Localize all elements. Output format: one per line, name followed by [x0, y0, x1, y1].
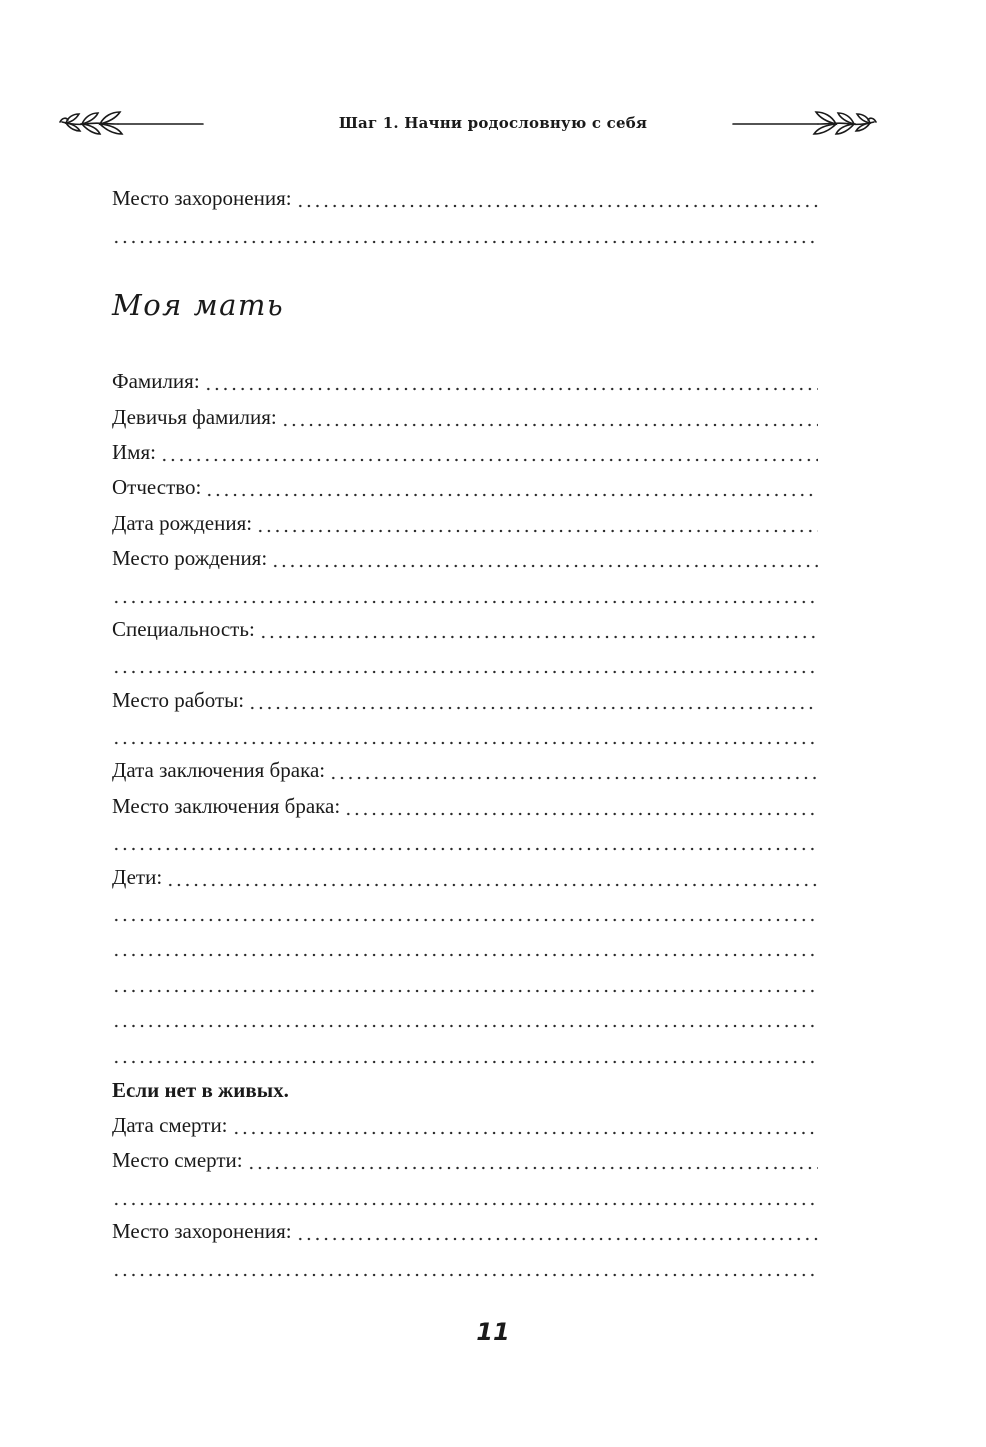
- form-row-death-date[interactable]: [112, 1103, 818, 1138]
- field-label: Дата заключения брака:: [112, 758, 326, 783]
- section-title: Моя мать: [112, 287, 285, 322]
- form-row-patronymic[interactable]: [112, 465, 818, 500]
- form-row-birth-date[interactable]: [112, 500, 818, 535]
- dotted-fill-line[interactable]: [112, 1185, 818, 1207]
- deceased-heading: Если нет в живых.: [112, 1077, 289, 1102]
- form-row-continuation[interactable]: [112, 1244, 818, 1279]
- field-label: Место захоронения:: [112, 1219, 292, 1244]
- form-page-content: [112, 176, 818, 1280]
- dotted-fill-line[interactable]: [112, 972, 818, 994]
- field-label: Место рождения:: [112, 546, 268, 571]
- field-label: Место смерти:: [112, 1148, 243, 1173]
- dotted-fill-line[interactable]: [112, 1007, 818, 1029]
- dotted-fill-line[interactable]: [112, 583, 818, 605]
- dotted-fill-line[interactable]: [259, 618, 818, 640]
- page-number: 11: [476, 1318, 510, 1346]
- dotted-fill-line[interactable]: [112, 936, 818, 958]
- dotted-fill-line[interactable]: [112, 1043, 818, 1065]
- form-row-continuation[interactable]: [112, 1031, 818, 1066]
- dotted-fill-line[interactable]: [344, 795, 818, 817]
- dotted-fill-line[interactable]: [281, 406, 818, 428]
- form-row-continuation[interactable]: [112, 713, 818, 748]
- form-row-continuation[interactable]: [112, 819, 818, 854]
- dotted-fill-line[interactable]: [204, 370, 818, 392]
- dotted-fill-line[interactable]: [112, 830, 818, 852]
- form-row-continuation[interactable]: [112, 642, 818, 677]
- field-label: Дата рождения:: [112, 510, 253, 535]
- form-row-workplace[interactable]: [112, 677, 818, 712]
- form-row-continuation[interactable]: [112, 925, 818, 960]
- dotted-fill-line[interactable]: [112, 724, 818, 746]
- field-label: Фамилия:: [112, 369, 200, 394]
- dotted-fill-line[interactable]: [256, 512, 818, 534]
- running-title: Шаг 1. Начни родословную с себя: [338, 114, 648, 132]
- form-row-birth-place[interactable]: [112, 536, 818, 571]
- form-row-death-place[interactable]: [112, 1138, 818, 1173]
- dotted-fill-line[interactable]: [112, 653, 818, 675]
- form-row-surname[interactable]: [112, 359, 818, 394]
- dotted-fill-line[interactable]: [112, 901, 818, 923]
- form-row-marriage-date[interactable]: [112, 748, 818, 783]
- dotted-fill-line[interactable]: [160, 441, 818, 463]
- field-label: Имя:: [112, 439, 156, 464]
- dotted-fill-line[interactable]: [232, 1114, 818, 1136]
- leaf-branch-ornament-right-icon: [728, 100, 878, 144]
- form-row-burial-place[interactable]: [112, 176, 818, 211]
- form-row-burial-place[interactable]: [112, 1209, 818, 1244]
- form-row-profession[interactable]: [112, 607, 818, 642]
- form-row-continuation[interactable]: [112, 890, 818, 925]
- field-label: Девичья фамилия:: [112, 404, 277, 429]
- form-row-continuation[interactable]: [112, 1173, 818, 1208]
- field-label: Отчество:: [112, 475, 202, 500]
- dotted-fill-line[interactable]: [112, 1256, 818, 1278]
- dotted-fill-line[interactable]: [247, 1149, 818, 1171]
- form-row-continuation[interactable]: [112, 960, 818, 995]
- form-row-continuation[interactable]: [112, 211, 818, 246]
- form-row-maiden-name[interactable]: [112, 394, 818, 429]
- dotted-fill-line[interactable]: [112, 223, 818, 245]
- form-row-first-name[interactable]: [112, 430, 818, 465]
- form-row-children[interactable]: [112, 854, 818, 889]
- field-label: Дата смерти:: [112, 1112, 228, 1137]
- dotted-fill-line[interactable]: [296, 1220, 818, 1242]
- field-label: Дети:: [112, 864, 163, 889]
- form-row-continuation[interactable]: [112, 996, 818, 1031]
- running-header: [0, 100, 986, 150]
- dotted-fill-line[interactable]: [329, 759, 818, 781]
- field-label: Место работы:: [112, 687, 245, 712]
- dotted-fill-line[interactable]: [166, 866, 818, 888]
- dotted-fill-line[interactable]: [271, 547, 818, 569]
- dotted-fill-line[interactable]: [296, 187, 818, 209]
- dotted-fill-line[interactable]: [205, 476, 818, 498]
- field-label: Специальность:: [112, 616, 255, 641]
- field-label: Место захоронения:: [112, 186, 292, 211]
- dotted-fill-line[interactable]: [248, 689, 818, 711]
- field-label: Место заключения брака:: [112, 793, 341, 818]
- form-row-continuation[interactable]: [112, 571, 818, 606]
- form-row-marriage-place[interactable]: [112, 783, 818, 818]
